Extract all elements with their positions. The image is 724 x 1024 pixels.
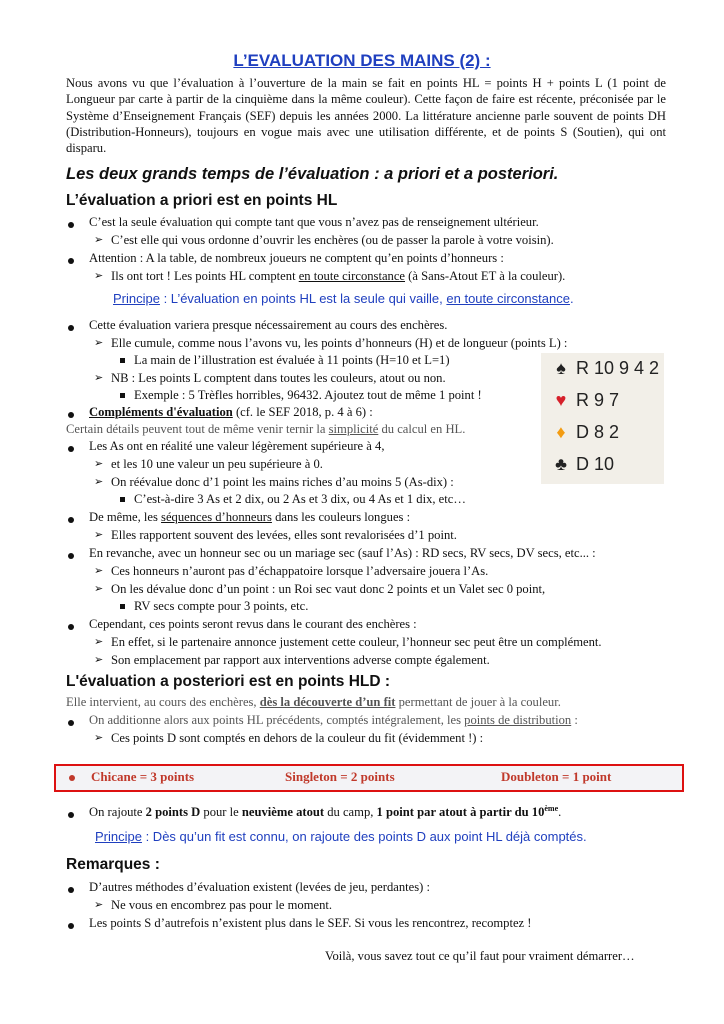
singleton-points: Singleton = 2 points [285, 769, 395, 784]
list-item: Cependant, ces points seront revus dans le courant des enchères : [89, 617, 417, 631]
list-item: On additionne alors aux points HL précédents, comptés intégralement, les points de distribution : [89, 713, 578, 727]
list-item: Ces honneurs n’auront pas d’échappatoire lorsque l’adversaire jouera l’As. [111, 564, 489, 578]
note-text: Certain détails peuvent tout de même venir ternir la simplicité du calcul en HL. [66, 422, 466, 436]
bullet [68, 222, 74, 228]
list-item: Son emplacement par rapport aux interventions adverse compte également. [111, 653, 490, 667]
list-item: Elle cumule, comme nous l’avons vu, les points d’honneurs (H) et de longueur (points L) : [111, 336, 568, 350]
arrow-bullet-icon: ➢ [94, 899, 104, 911]
list-item: On rajoute 2 points D pour le neuvième atout du camp, 1 point par atout à partir du 10ème. [89, 804, 562, 820]
square-bullet-icon [120, 358, 125, 363]
hand-illustration [541, 353, 664, 484]
hand-row-diamonds [551, 421, 619, 444]
list-item: En effet, si le partenaire annonce justement cette couleur, l’honneur sec peut être un complément. [111, 635, 602, 649]
square-bullet-icon [120, 604, 125, 609]
list-item: Ils ont tort ! Les points HL comptent en toute circonstance (à Sans-Atout ET à la couleur). [111, 269, 566, 283]
arrow-bullet-icon: ➢ [94, 458, 104, 470]
bullet [68, 412, 74, 418]
list-item: Compléments d'évaluation (cf. le SEF 2018, p. 4 à 6) : [89, 405, 373, 419]
bullet [68, 720, 74, 726]
list-item: La main de l’illustration est évaluée à 11 points (H=10 et L=1) [134, 353, 450, 367]
arrow-bullet-icon: ➢ [94, 565, 104, 577]
arrow-bullet-icon: ➢ [94, 583, 104, 595]
list-item: C’est la seule évaluation qui compte tant que vous n’avez pas de renseignement ultérieur. [89, 215, 539, 229]
hand-row-hearts [551, 389, 619, 412]
remarques-heading: Remarques : [66, 856, 160, 873]
bullet [68, 258, 74, 264]
diamond-icon: ♦ [556, 422, 566, 442]
arrow-bullet-icon: ➢ [94, 636, 104, 648]
arrow-bullet-icon: ➢ [94, 732, 104, 744]
arrow-bullet-icon: ➢ [94, 270, 104, 282]
heart-cards: R 9 7 [576, 390, 620, 410]
list-item: Attention : A la table, de nombreux joueurs ne comptent qu’en points d’honneurs : [89, 251, 504, 265]
list-item: De même, les séquences d’honneurs dans les couleurs longues : [89, 510, 411, 524]
list-item: En revanche, avec un honneur sec ou un mariage sec (sauf l’As) : RD secs, RV secs, DV secs, etc... : [89, 546, 596, 560]
doubleton-points: Doubleton = 1 point [501, 769, 612, 784]
intro-paragraph: Nous avons vu que l’évaluation à l’ouverture de la main se fait en points HL = points H + points L (1 point de Longueur par carte à partir de la cinquième dans la même couleur). Cette façon de faire est récente, préconisée par le Système d’Enseignement Français (SEF) depuis les années 2000. La littérature ancienne parle souvent de points DH (Distribution-Honneurs), toujours en vogue mais avec une utilisation différente, et de points S (Soutien), qui ont disparu. [66, 76, 666, 156]
list-item: Cette évaluation variera presque nécessairement au cours des enchères. [89, 318, 448, 332]
list-item: D’autres méthodes d’évaluation existent (levées de jeu, perdantes) : [89, 880, 430, 894]
note-text: Elle intervient, au cours des enchères, dès la découverte d’un fit permettant de jouer à la couleur. [66, 695, 561, 709]
list-item: C’est elle qui vous ordonne d’ouvrir les enchères (ou de passer la parole à votre voisin). [111, 233, 554, 247]
principe-1: Principe : L’évaluation en points HL est la seule qui vaille, en toute circonstance. [113, 291, 574, 306]
principe-2: Principe : Dès qu’un fit est connu, on rajoute des points D aux point HL déjà comptés. [95, 829, 587, 844]
arrow-bullet-icon: ➢ [94, 372, 104, 384]
hand-row-spades [551, 357, 659, 380]
distribution-points-box [54, 764, 684, 792]
main-heading: Les deux grands temps de l’évaluation : a priori et a posteriori. [66, 165, 559, 183]
section-a-posteriori-heading: L'évaluation a posteriori est en points HLD : [66, 673, 391, 690]
page-title: L’EVALUATION DES MAINS (2) : [233, 51, 491, 70]
hand-row-clubs [551, 453, 614, 476]
bullet [68, 887, 74, 893]
arrow-bullet-icon: ➢ [94, 337, 104, 349]
section-a-priori-heading: L’évaluation a priori est en points HL [66, 192, 338, 209]
arrow-bullet-icon: ➢ [94, 654, 104, 666]
list-item: et les 10 une valeur un peu supérieure à 0. [111, 457, 323, 471]
club-cards: D 10 [576, 454, 615, 474]
bullet [68, 553, 74, 559]
club-icon: ♣ [555, 454, 567, 474]
bullet [68, 812, 74, 818]
bullet [69, 775, 75, 781]
list-item: NB : Les points L comptent dans toutes les couleurs, atout ou non. [111, 371, 446, 385]
arrow-bullet-icon: ➢ [94, 234, 104, 246]
bullet [68, 446, 74, 452]
list-item: Elles rapportent souvent des levées, elles sont revalorisées d’1 point. [111, 528, 457, 542]
list-item: On réévalue donc d’1 point les mains riches d’au moins 5 (As-dix) : [111, 475, 454, 489]
bullet [68, 624, 74, 630]
bullet [68, 517, 74, 523]
square-bullet-icon [120, 393, 125, 398]
heart-icon: ♥ [555, 390, 567, 410]
list-item: C’est-à-dire 3 As et 2 dix, ou 2 As et 3 dix, ou 4 As et 1 dix, etc… [134, 492, 466, 506]
arrow-bullet-icon: ➢ [94, 476, 104, 488]
list-item: Ne vous en encombrez pas pour le moment. [111, 898, 333, 912]
arrow-bullet-icon: ➢ [94, 529, 104, 541]
list-item: Les As ont en réalité une valeur légèrement supérieure à 4, [89, 439, 385, 453]
chicane-points: Chicane = 3 points [91, 769, 195, 784]
bullet [68, 325, 74, 331]
list-item: Exemple : 5 Trèfles horribles, 96432. Ajoutez tout de même 1 point ! [134, 388, 482, 402]
closing-text: Voilà, vous savez tout ce qu’il faut pour vraiment démarrer… [325, 949, 635, 963]
list-item: On les dévalue donc d’un point : un Roi sec vaut donc 2 points et un Valet sec 0 point, [111, 582, 546, 596]
list-item: Ces points D sont comptés en dehors de la couleur du fit (évidemment !) : [111, 731, 484, 745]
bullet [68, 923, 74, 929]
spade-cards: R 10 9 4 2 [576, 358, 660, 378]
list-item: Les points S d’autrefois n’existent plus dans le SEF. Si vous les rencontrez, recomptez ! [89, 916, 532, 930]
square-bullet-icon [120, 497, 125, 502]
spade-icon: ♠ [556, 358, 566, 378]
diamond-cards: D 8 2 [576, 422, 620, 442]
list-item: RV secs compte pour 3 points, etc. [134, 599, 309, 613]
